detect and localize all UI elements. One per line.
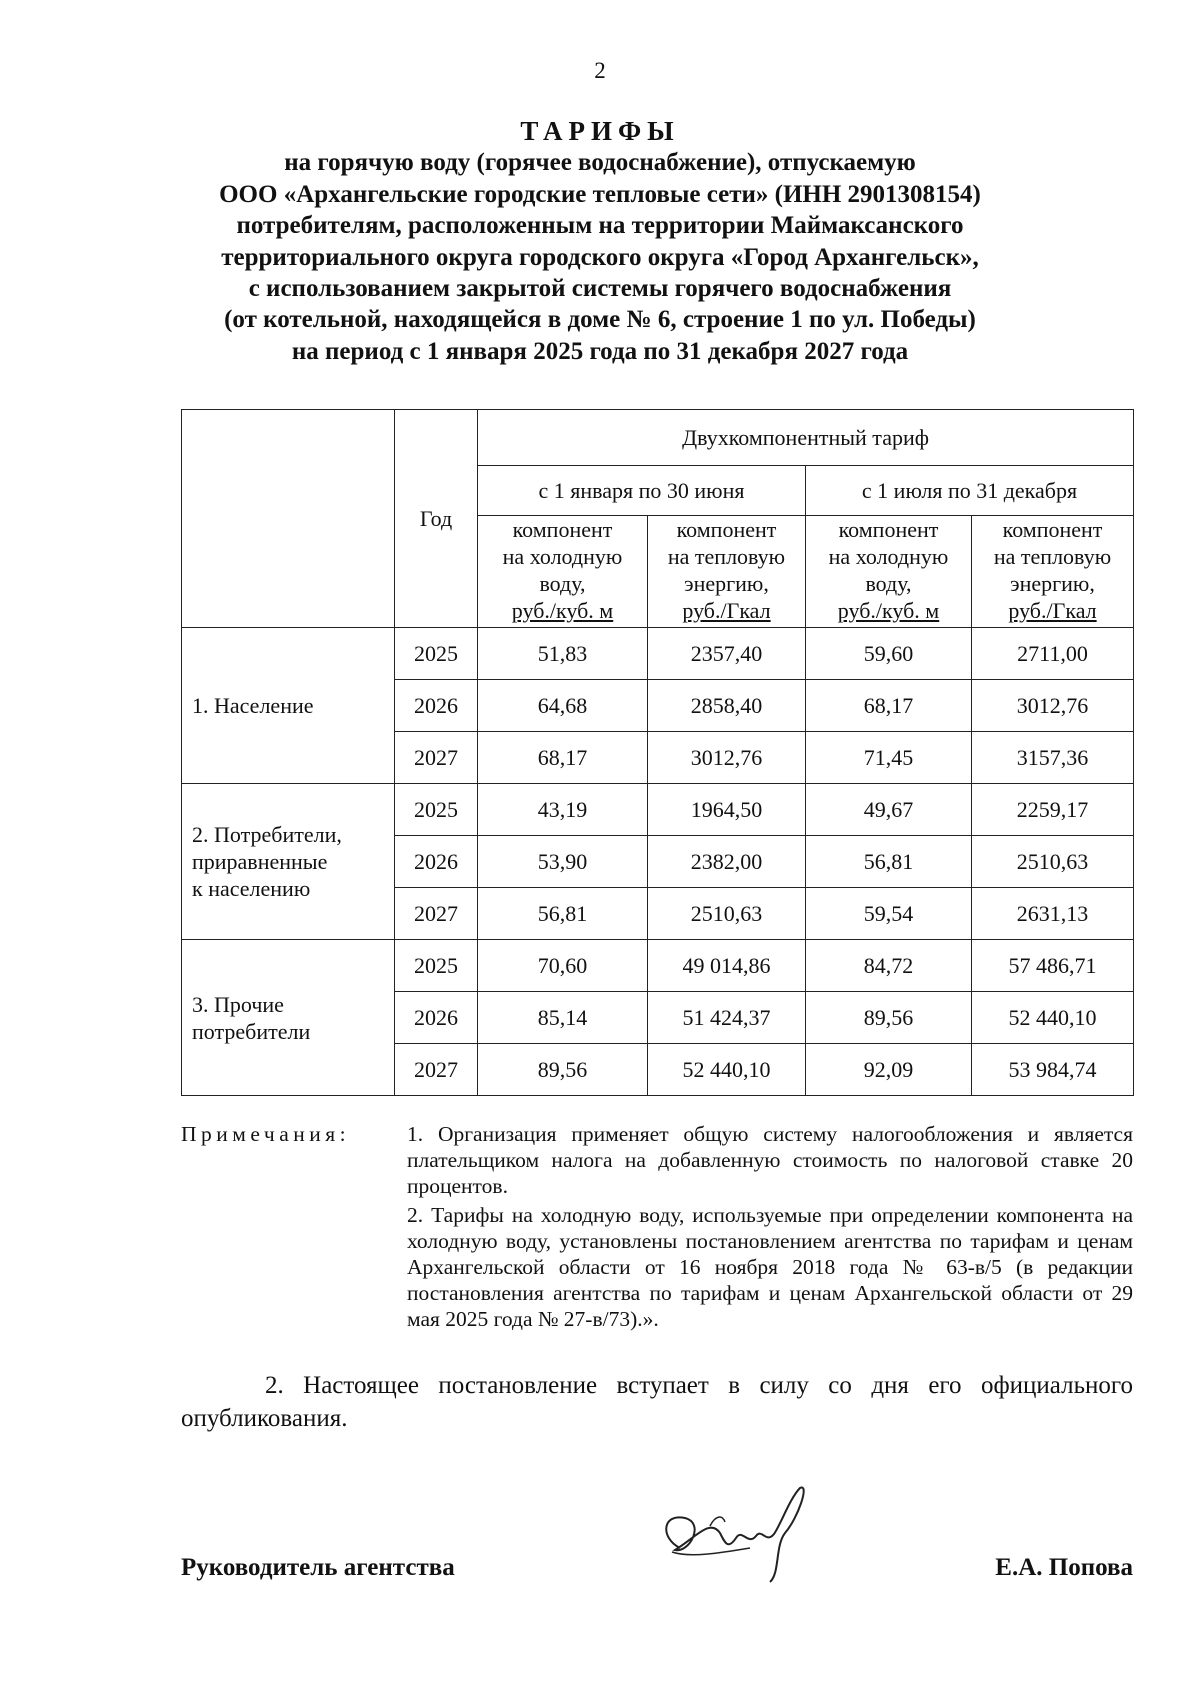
- signer-name: Е.А. Попова: [995, 1554, 1133, 1581]
- value-cell: 84,72: [806, 940, 972, 992]
- title-line: на период с 1 января 2025 года по 31 декабря 2027 года: [291, 337, 909, 365]
- value-cell: 1964,50: [648, 784, 806, 836]
- value-cell: 2382,00: [648, 836, 806, 888]
- period1-header: с 1 января по 30 июня: [478, 466, 806, 516]
- year-cell: 2027: [395, 1044, 478, 1096]
- header-empty-cell: [182, 410, 395, 628]
- value-cell: 68,17: [806, 680, 972, 732]
- table-row: [182, 940, 1134, 992]
- year-cell: 2026: [395, 680, 478, 732]
- note-2: 2. Тарифы на холодную воду, используемые при определении компонента на холодную воду, установлены постановлением агентства по тарифам и ценам Архангельской области от 16 ноября 2018 года № 63-в/5 (в редакции постановления агентства по тарифам и ценам Архангельской области от 29 мая 2025 года № 27-в/73).».: [407, 1203, 1133, 1331]
- year-cell: 2026: [395, 992, 478, 1044]
- value-cell: 57 486,71: [972, 940, 1134, 992]
- value-cell: 2631,13: [972, 888, 1134, 940]
- value-cell: 3157,36: [972, 732, 1134, 784]
- value-cell: 2711,00: [972, 628, 1134, 680]
- year-cell: 2027: [395, 732, 478, 784]
- title-line: на горячую воду (горячее водоснабжение), отпускаемую: [284, 149, 916, 177]
- year-cell: 2025: [395, 940, 478, 992]
- value-cell: 85,14: [478, 992, 648, 1044]
- value-cell: 43,19: [478, 784, 648, 836]
- value-cell: 52 440,10: [648, 1044, 806, 1096]
- tariff-header: Двухкомпонентный тариф: [478, 410, 1134, 466]
- value-cell: 51 424,37: [648, 992, 806, 1044]
- value-cell: 92,09: [806, 1044, 972, 1096]
- group-label: 2. Потребители, приравненные к населению: [182, 784, 395, 940]
- value-cell: 56,81: [478, 888, 648, 940]
- value-cell: 2357,40: [648, 628, 806, 680]
- title-line: потребителям, расположенным на территории Маймаксанского: [236, 212, 964, 240]
- component-cold-header: компонент на холодную воду, руб./куб. м: [806, 516, 972, 628]
- value-cell: 2858,40: [648, 680, 806, 732]
- value-cell: 89,56: [478, 1044, 648, 1096]
- signer-title: Руководитель агентства: [181, 1554, 455, 1581]
- value-cell: 68,17: [478, 732, 648, 784]
- group-label: 3. Прочие потребители: [182, 940, 395, 1096]
- title-line: (от котельной, находящейся в доме № 6, строение 1 по ул. Победы): [224, 306, 976, 334]
- year-cell: 2025: [395, 784, 478, 836]
- value-cell: 59,54: [806, 888, 972, 940]
- value-cell: 51,83: [478, 628, 648, 680]
- title-line: с использованием закрытой системы горячего водоснабжения: [248, 275, 952, 303]
- value-cell: 49 014,86: [648, 940, 806, 992]
- table-row: [182, 628, 1134, 680]
- value-cell: 89,56: [806, 992, 972, 1044]
- value-cell: 52 440,10: [972, 992, 1134, 1044]
- value-cell: 2510,63: [972, 836, 1134, 888]
- signature-stroke: [710, 1517, 725, 1526]
- component-cold-header: компонент на холодную воду, руб./куб. м: [478, 516, 648, 628]
- year-cell: 2026: [395, 836, 478, 888]
- value-cell: 3012,76: [648, 732, 806, 784]
- value-cell: 64,68: [478, 680, 648, 732]
- value-cell: 71,45: [806, 732, 972, 784]
- document-title: [150, 116, 1050, 367]
- year-cell: 2027: [395, 888, 478, 940]
- signature-stroke: [666, 1488, 803, 1582]
- period2-header: с 1 июля по 31 декабря: [806, 466, 1134, 516]
- component-heat-header: компонент на тепловую энергию, руб./Гкал: [972, 516, 1134, 628]
- title-main: ТАРИФЫ: [520, 116, 680, 146]
- value-cell: 53,90: [478, 836, 648, 888]
- notes-label: Примечания:: [181, 1122, 351, 1146]
- year-header: Год: [395, 410, 478, 628]
- value-cell: 3012,76: [972, 680, 1134, 732]
- value-cell: 70,60: [478, 940, 648, 992]
- value-cell: 56,81: [806, 836, 972, 888]
- group-label: 1. Население: [182, 628, 395, 784]
- page-number: 2: [594, 58, 606, 83]
- value-cell: 59,60: [806, 628, 972, 680]
- component-heat-header: компонент на тепловую энергию, руб./Гкал: [648, 516, 806, 628]
- value-cell: 53 984,74: [972, 1044, 1134, 1096]
- title-line: ООО «Архангельские городские тепловые сети» (ИНН 2901308154): [219, 180, 981, 208]
- effective-clause: 2. Настоящее постановление вступает в силу со дня его официального опубликования.: [181, 1372, 1133, 1432]
- note-1: 1. Организация применяет общую систему налогообложения и является плательщиком налога на добавленную стоимость по налоговой ставке 20 процентов.: [407, 1122, 1133, 1198]
- tariff-table: [181, 409, 1134, 1096]
- title-line: территориального округа городского округа «Город Архангельск»,: [221, 243, 979, 271]
- value-cell: 2259,17: [972, 784, 1134, 836]
- table-row: [182, 784, 1134, 836]
- value-cell: 2510,63: [648, 888, 806, 940]
- year-cell: 2025: [395, 628, 478, 680]
- signature-image: [650, 1478, 830, 1588]
- value-cell: 49,67: [806, 784, 972, 836]
